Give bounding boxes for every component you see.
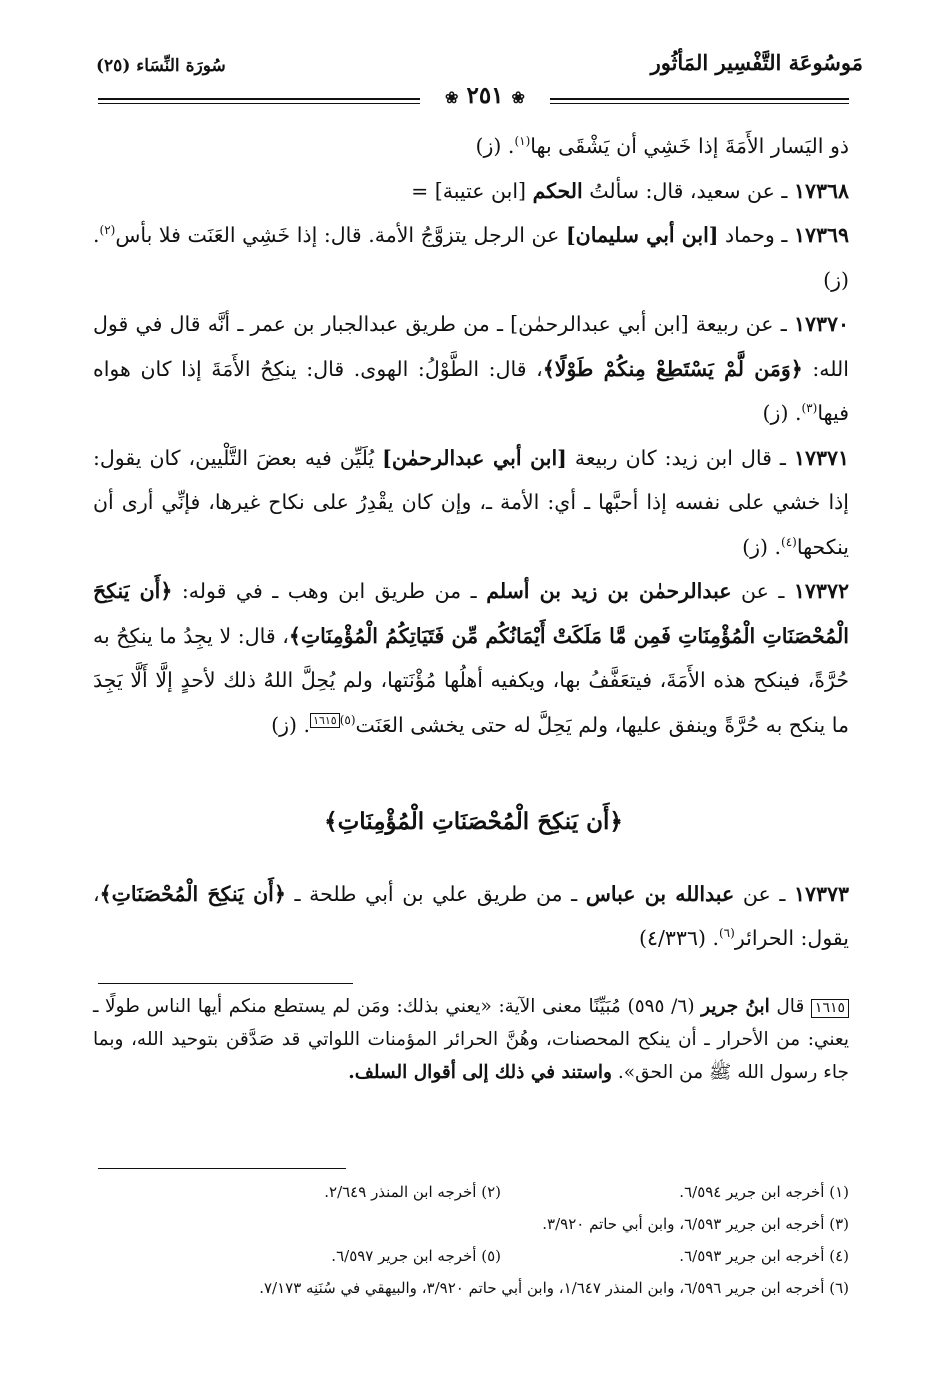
footnote-ref: (١)	[514, 134, 531, 149]
entry-number: ١٧٣٦٨	[793, 178, 849, 203]
footnote-ref: (٤)	[781, 534, 797, 549]
entry-17373: ١٧٣٧٣ ـ عن عبدالله بن عباس ـ من طريق علي بن أبي طلحة ـ ﴿أَن يَنكِحَ الْمُحْصَنَاتِ﴾، يقول: الحرائر$^{(٦)}$. (٤/٣٣٦)	[93, 882, 850, 950]
footnote-separator	[98, 1168, 346, 1169]
commentary-ref-box: ١٦١٥	[310, 713, 340, 728]
ornament-icon: ❀	[445, 88, 459, 107]
entry-number: ١٧٣٦٩	[793, 223, 850, 247]
surah-label	[96, 56, 226, 76]
ornament-icon: ❀	[511, 88, 525, 107]
footnote-5: (٥) أخرجه ابن جرير ٦/٥٩٧.	[331, 1247, 501, 1265]
surah-name: سُورَة النِّسَاء	[136, 56, 226, 76]
footnote-3: (٣) أخرجه ابن جرير ٦/٥٩٣، وابن أبي حاتم ٣/٩٢٠.	[542, 1215, 849, 1233]
footnote-ref: (٢)	[99, 223, 116, 238]
surah-number: (٢٥)	[96, 56, 131, 76]
entry-17370: ١٧٣٧٠ ـ عن ربيعة [ابن أبي عبدالرحمٰن] ـ من طريق عبدالجبار بن عمر ـ أنَّه قال في قول الله: ﴿وَمَن لَّمْ يَسْتَطِعْ مِنكُمْ طَوْلًا﴾، قال: الطَّوْلُ: الهوى. قال: ينكِحُ الأَمَةَ إذا كان هواه فيها$^{(٣)}$. (ز)	[93, 312, 849, 425]
page-number: ٢٥١	[466, 82, 504, 109]
footnote-6: (٦) أخرجه ابن جرير ٦/٥٩٦، وابن المنذر ١/٦٤٧، وابن أبي حاتم ٣/٩٢٠، والبيهقي في سُنَنِه ٧/١٧٣.	[259, 1279, 849, 1297]
entry-number: ١٧٣٧٣	[793, 882, 850, 906]
book-title: مَوسُوعَة التَّفْسِير المَأثُور	[650, 50, 863, 75]
entry-17371: ١٧٣٧١ ـ قال ابن زيد: كان ربيعة [ابن أبي عبدالرحمٰن] يُلَيِّن فيه بعضَ التَّلْيين، كان يقول: إذا خشي على نفسه إذا أحبَّها ـ أي: الأمة ـ، وإن كان يقْدِرُ على نكاح غيرها، فإنِّي أرى أن ينكحها$^{(٤)}$. (ز)	[93, 445, 850, 559]
footnote-2: (٢) أخرجه ابن المنذر ٢/٦٤٩.	[324, 1183, 501, 1201]
quran-verse: ﴿أَن يَنكِحَ الْمُحْصَنَاتِ الْمُؤْمِنَاتِ فَمِن مَّا مَلَكَتْ أَيْمَانُكُم مِّن فَتَيَاتِكُمُ الْمُؤْمِنَاتِ﴾	[93, 579, 849, 648]
entry-number: ١٧٣٧٠	[793, 312, 849, 336]
entry-number: ١٧٣٧٢	[793, 579, 849, 603]
footnote-ref: (٦)	[718, 926, 735, 941]
main-text	[93, 124, 849, 747]
footnote-ref: (٣)	[801, 401, 818, 416]
commentary-paragraph: ١٦١٥ قال ابنُ جرير (٦/ ٥٩٥) مُبَيِّنًا معنى الآية: «يعني بذلك: ومَن لم يستطع منكم أيها الناس طولًا ـ يعني: من الأحرار ـ أن ينكح المحصنات، وهُنَّ الحرائر المؤمنات اللواتي قد صَدَّقن بتوحيد الله، وبما جاء رسول الله ﷺ من الحق». واستند في ذلك إلى أقوال السلف.	[93, 996, 849, 1083]
commentary-block	[93, 990, 849, 1089]
section-heading: ﴿أَن يَنكِحَ الْمُحْصَنَاتِ الْمُؤْمِنَاتِ﴾	[324, 808, 623, 835]
main-text-2	[93, 872, 849, 960]
footnote-1: (١) أخرجه ابن جرير ٦/٥٩٤.	[679, 1183, 849, 1201]
entry-17368: ١٧٣٦٨ ـ عن سعيد، قال: سألتُ الحكم [ابن عتيبة] =	[411, 178, 849, 203]
entry-17372: ١٧٣٧٢ ـ عن عبدالرحمٰن بن زيد بن أسلم ـ من طريق ابن وهب ـ في قوله: ﴿أَن يَنكِحَ الْمُحْصَنَاتِ الْمُؤْمِنَاتِ فَمِن مَّا مَلَكَتْ أَيْمَانُكُم مِّن فَتَيَاتِكُمُ الْمُؤْمِنَاتِ﴾، قال: لا يجِدُ ما ينكِحُ به حُرَّةً، فينكح هذه الأَمَةَ، فيتعَفَّفُ بها، ويكفيه أهلُها مُؤْنَتها، ولم يُحِلَّ اللهُ ذلك لأحدٍ إلَّا أَلَّا يَجِدَ ما ينكح به حُرَّةً وينفق عليها، ولم يَحِلَّ له حتى يخشى العَنَت$^{(٥)}$١٦١٥. (ز)	[93, 579, 849, 737]
footnote-ref: (٥)	[339, 712, 356, 727]
footnote-4: (٤) أخرجه ابن جرير ٦/٥٩٣.	[679, 1247, 849, 1265]
quran-verse: ﴿وَمَن لَّمْ يَسْتَطِعْ مِنكُمْ طَوْلًا﴾	[542, 356, 803, 381]
entry-17369: ١٧٣٦٩ ـ وحماد [ابن أبي سليمان] عن الرجل يتزوَّجُ الأمة. قال: إذا خَشِي العَنَت فلا بأس$^{(٢)}$. (ز)	[93, 223, 850, 292]
entry-number: ١٧٣٧١	[793, 445, 850, 470]
page-number-block	[420, 82, 550, 109]
quran-verse: ﴿أَن يَنكِحَ الْمُحْصَنَاتِ﴾	[99, 882, 286, 906]
commentary-separator	[98, 983, 353, 984]
commentary-number-box: ١٦١٥	[811, 999, 849, 1018]
paragraph-continuation: ذو اليَسار الأَمَةَ إذا خَشِي أن يَشْقَى بها$^{(١)}$. (ز)	[475, 134, 849, 158]
